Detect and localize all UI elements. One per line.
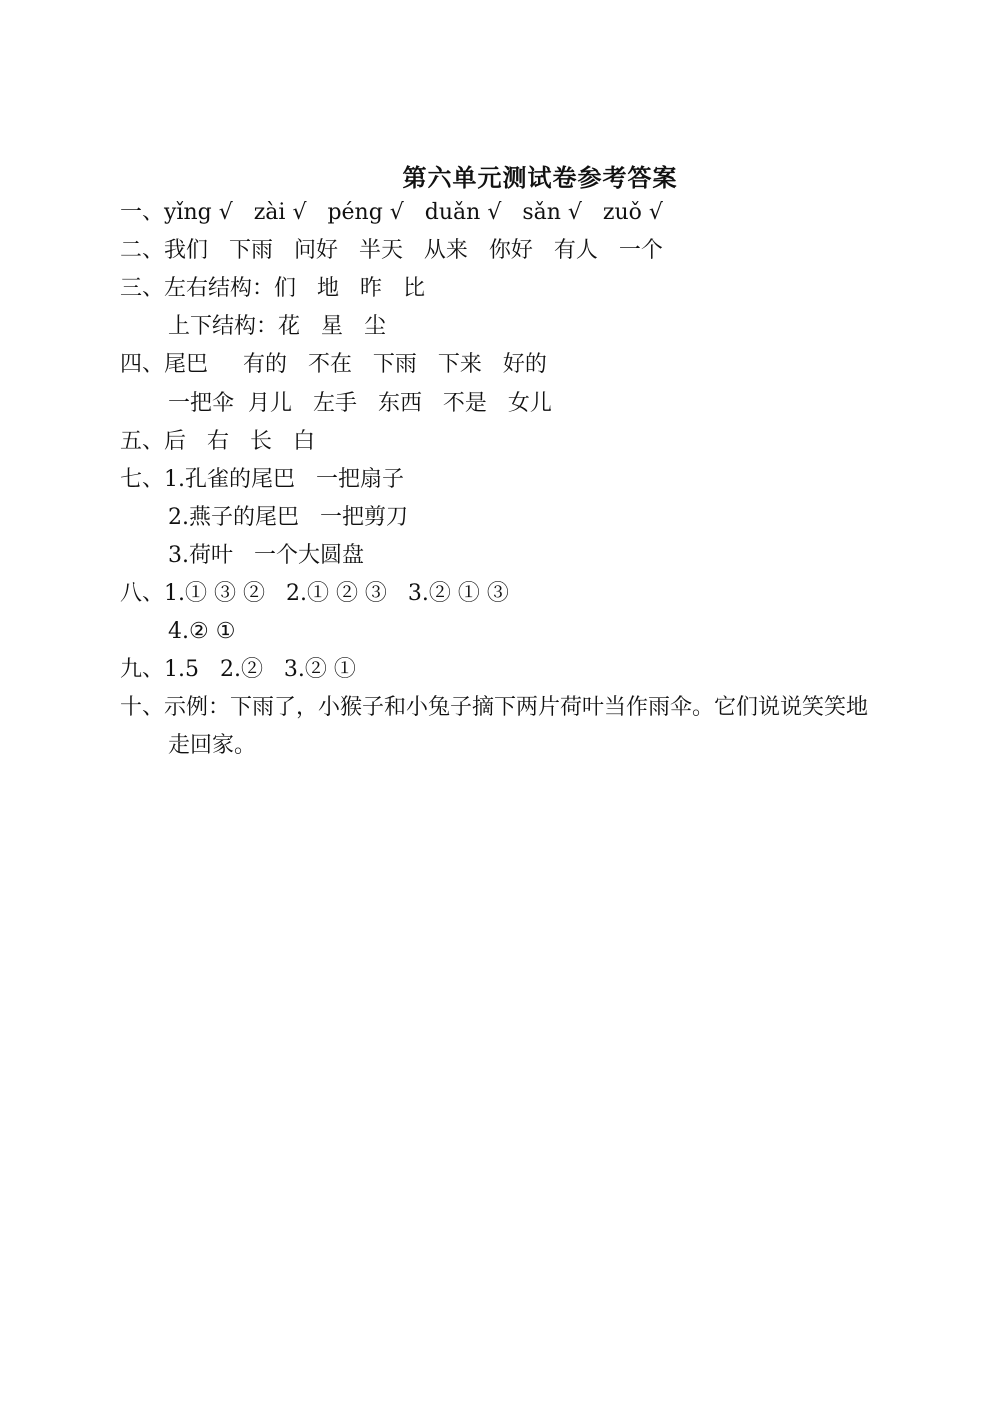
answer-line-2: 二、我们 下雨 问好 半天 从来 你好 有人 一个 <box>120 238 663 263</box>
answer-line-7-item-3: 3.荷叶 一个大圆盘 <box>168 543 364 568</box>
answer-line-1: 一、yǐng √ zài √ péng √ duǎn √ sǎn √ zuǒ √ <box>120 200 663 225</box>
answer-line-10-cont: 走回家。 <box>168 733 257 758</box>
answer-line-8: 八、1.① ③ ② 2.① ② ③ 3.② ① ③ <box>120 581 509 606</box>
answer-line-7-item-2: 2.燕子的尾巴 一把剪刀 <box>168 505 408 530</box>
answer-line-4-cont: 一把伞 月儿 左手 东西 不是 女儿 <box>168 391 552 416</box>
answer-line-8-cont: 4.② ① <box>168 619 236 644</box>
answer-line-3: 三、左右结构：们 地 昨 比 <box>120 276 425 301</box>
answer-line-9: 九、1.5 2.② 3.② ① <box>120 657 356 682</box>
page-title: 第六单元测试卷参考答案 <box>402 164 678 192</box>
answer-line-5: 五、后 右 长 白 <box>120 429 315 454</box>
answer-line-7: 七、1.孔雀的尾巴 一把扇子 <box>120 467 404 492</box>
answer-line-10: 十、示例：下雨了，小猴子和小兔子摘下两片荷叶当作雨伞。它们说说笑笑地 <box>120 695 869 720</box>
answer-line-3-cont: 上下结构：花 星 尘 <box>168 314 386 339</box>
answer-line-4: 四、尾巴 有的 不在 下雨 下来 好的 <box>120 352 547 377</box>
